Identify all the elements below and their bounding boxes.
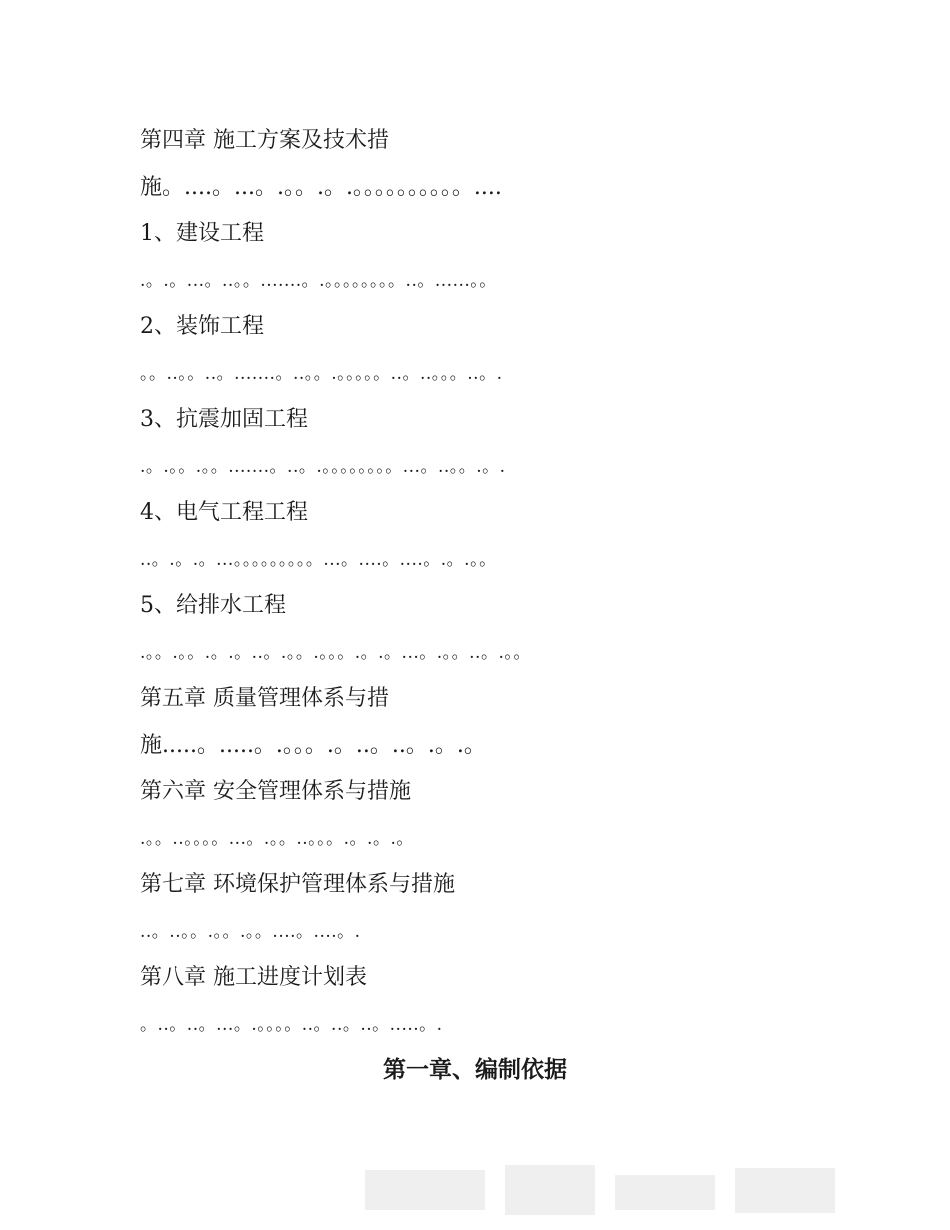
watermark-graphic xyxy=(365,1160,835,1220)
table-of-contents xyxy=(140,118,840,1048)
section-heading: 第一章、编制依据 xyxy=(383,1057,567,1083)
toc-leader-item2: 。。..。。..。.......。..。。.。。。。。..。..。。。..。. xyxy=(140,363,503,384)
toc-leader-item4: ..。.。.。...。。。。。。。。。...。....。....。.。.。。 xyxy=(140,549,497,570)
toc-line-item5: 5、给排水工程 xyxy=(140,593,286,618)
toc-line-item1: 1、建设工程 xyxy=(140,221,264,246)
toc-line-chapter6-title: 第六章 安全管理体系与措施 xyxy=(140,779,411,804)
toc-leader-item3: .。.。。.。。.......。..。.。。。。。。。。...。..。。.。. xyxy=(140,456,506,477)
toc-line-chapter7-title: 第七章 环境保护管理体系与措施 xyxy=(140,872,455,897)
toc-line-chapter4-title: 第四章 施工方案及技术措 xyxy=(140,128,389,153)
toc-leader-chapter6: .。。..。。。。...。.。。..。。。.。.。.。 xyxy=(140,828,414,849)
toc-line-chapter4-title-cont: 施。....。...。.。。.。.。。。。。。。。。。.... xyxy=(140,174,502,200)
toc-line-item4: 4、电气工程工程 xyxy=(140,500,308,525)
toc-line-chapter8-title: 第八章 施工进度计划表 xyxy=(140,965,367,990)
toc-leader-chapter8: 。..。..。...。.。。。。..。..。..。.....。. xyxy=(140,1014,443,1035)
toc-leader-item1: .。.。...。..。。.......。.。。。。。。。。..。......。。 xyxy=(140,270,497,291)
toc-line-chapter5-title: 第五章 质量管理体系与措 xyxy=(140,686,389,711)
toc-line-item2: 2、装饰工程 xyxy=(140,314,264,339)
toc-leader-chapter7: ..。..。。.。。.。。....。....。. xyxy=(140,921,361,942)
toc-line-item3: 3、抗震加固工程 xyxy=(140,407,308,432)
toc-leader-item5: .。。.。。.。.。..。.。。.。。。.。.。...。.。。..。.。。 xyxy=(140,642,531,663)
toc-line-chapter5-title-cont: 施.....。.....。.。。。.。..。..。.。.。 xyxy=(140,732,486,758)
